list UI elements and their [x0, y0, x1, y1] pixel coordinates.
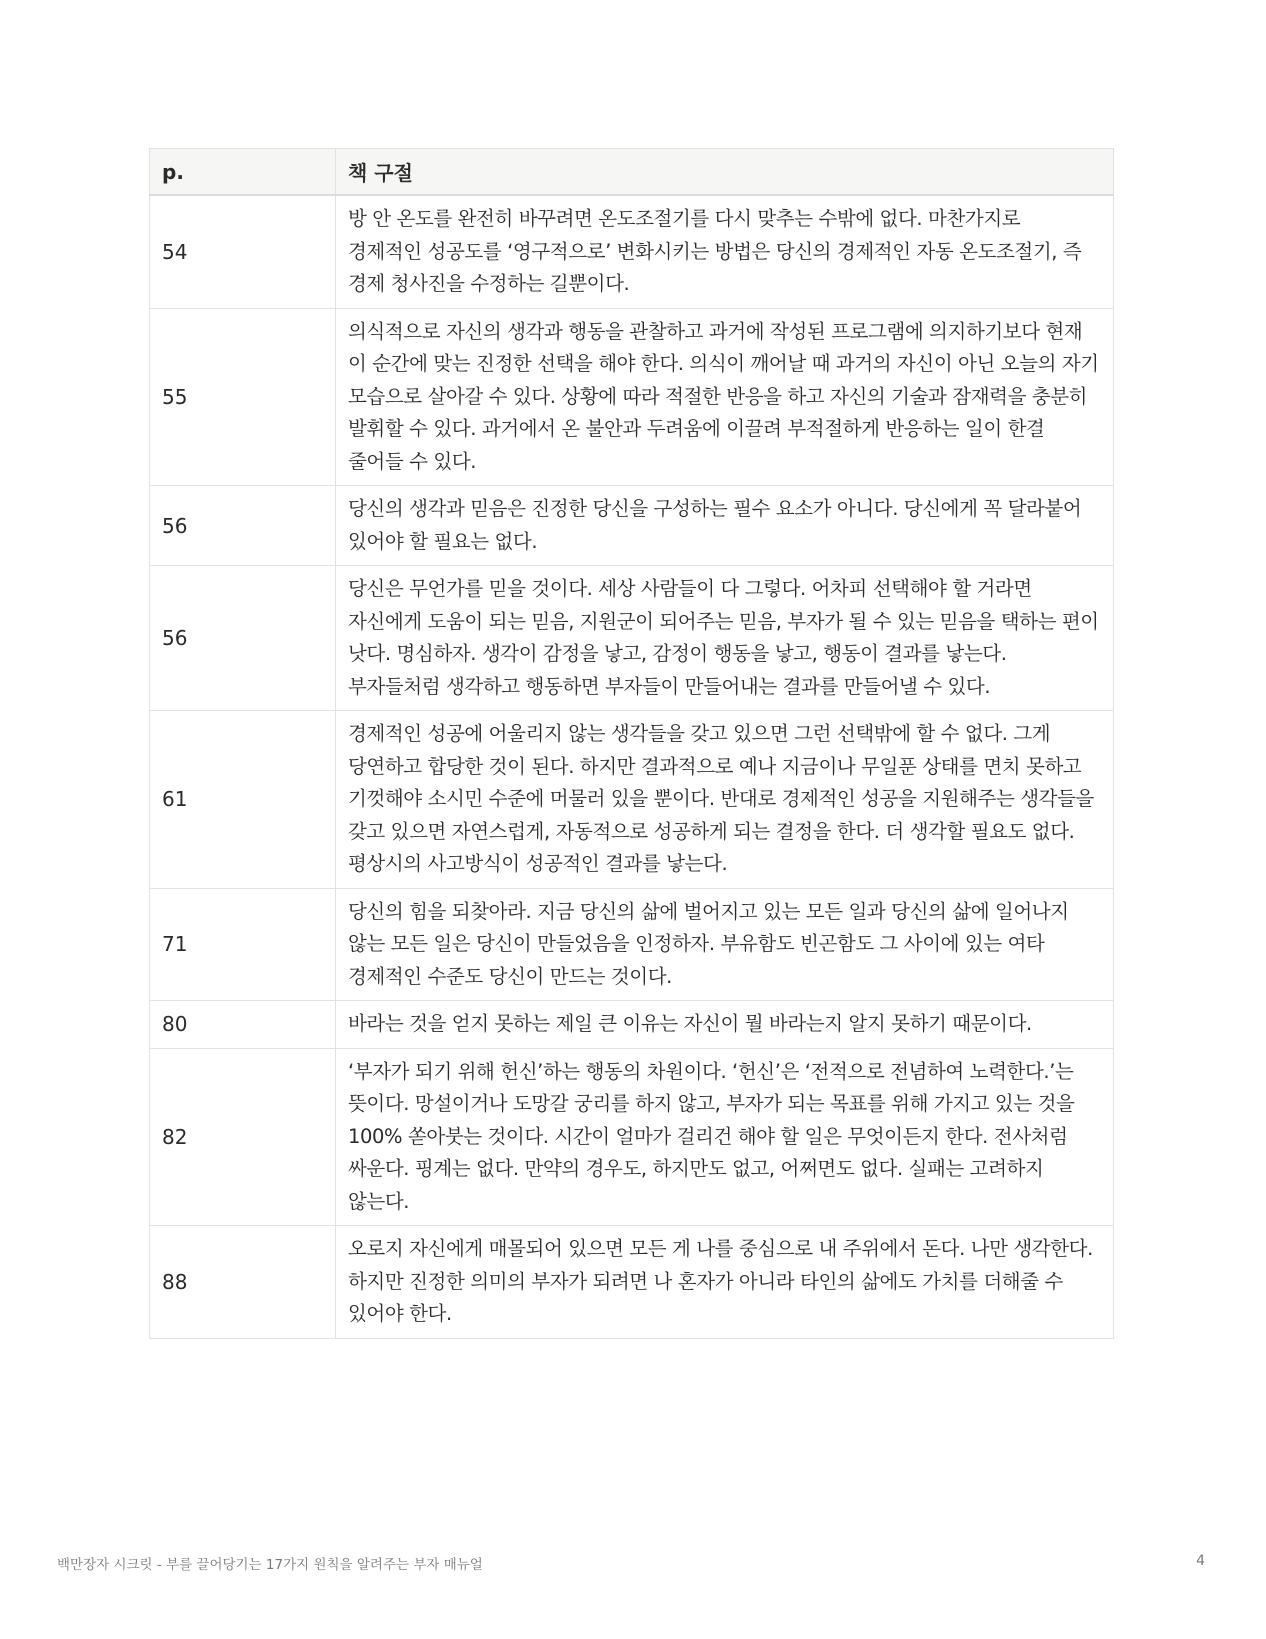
quote-table: [149, 148, 1114, 1339]
row-quote: 방 안 온도를 완전히 바꾸려면 온도조절기를 다시 맞추는 수밖에 없다. 마찬가지로 경제적인 성공도를 ‘영구적으로’ 변화시키는 방법은 당신의 경제적인 자동 온도조절기, 즉 경제 청사진을 수정하는 길뿐이다.: [336, 195, 1114, 308]
table-row: [150, 1226, 1114, 1339]
row-page: 56: [150, 486, 336, 566]
row-quote: 바라는 것을 얻지 못하는 제일 큰 이유는 자신이 뭘 바라는지 알지 못하기 때문이다.: [336, 1001, 1114, 1049]
row-page: 82: [150, 1048, 336, 1226]
row-page: 61: [150, 711, 336, 889]
header-quote: 책 구절: [336, 149, 1114, 196]
row-page: 88: [150, 1226, 336, 1339]
row-quote: 의식적으로 자신의 생각과 행동을 관찰하고 과거에 작성된 프로그램에 의지하기보다 현재 이 순간에 맞는 진정한 선택을 해야 한다. 의식이 깨어날 때 과거의 자신이 아닌 오늘의 자기 모습으로 살아갈 수 있다. 상황에 따라 적절한 반응을 하고 자신의 기술과 잠재력을 충분히 발휘할 수 있다. 과거에서 온 불안과 두려움에 이끌려 부적절하게 반응하는 일이 한결 줄어들 수 있다.: [336, 308, 1114, 486]
row-page: 71: [150, 888, 336, 1001]
row-quote: 경제적인 성공에 어울리지 않는 생각들을 갖고 있으면 그런 선택밖에 할 수 없다. 그게 당연하고 합당한 것이 된다. 하지만 결과적으로 예나 지금이나 무일푼 상태를 면치 못하고 기껏해야 소시민 수준에 머물러 있을 뿐이다. 반대로 경제적인 성공을 지원해주는 생각들을 갖고 있으면 자연스럽게, 자동적으로 성공하게 되는 결정을 한다. 더 생각할 필요도 없다. 평상시의 사고방식이 성공적인 결과를 낳는다.: [336, 711, 1114, 889]
row-quote: 오로지 자신에게 매몰되어 있으면 모든 게 나를 중심으로 내 주위에서 돈다. 나만 생각한다. 하지만 진정한 의미의 부자가 되려면 나 혼자가 아니라 타인의 삶에도 가치를 더해줄 수 있어야 한다.: [336, 1226, 1114, 1339]
footer-book-title: 백만장자 시크릿 - 부를 끌어당기는 17가지 원칙을 알려주는 부자 매뉴얼: [57, 1557, 483, 1573]
table-row: [150, 1048, 1114, 1226]
row-quote: 당신의 생각과 믿음은 진정한 당신을 구성하는 필수 요소가 아니다. 당신에게 꼭 달라붙어 있어야 할 필요는 없다.: [336, 486, 1114, 566]
table-header-row: [150, 149, 1114, 196]
header-page: p.: [150, 149, 336, 196]
row-page: 54: [150, 195, 336, 308]
table-row: [150, 308, 1114, 486]
row-page: 56: [150, 566, 336, 711]
row-quote: ‘부자가 되기 위해 헌신’하는 행동의 차원이다. ‘헌신’은 ‘전적으로 전념하여 노력한다.’는 뜻이다. 망설이거나 도망갈 궁리를 하지 않고, 부자가 되는 목표를 위해 가지고 있는 것을 100% 쏟아붓는 것이다. 시간이 얼마가 걸리건 해야 할 일은 무엇이든지 한다. 전사처럼 싸운다. 핑계는 없다. 만약의 경우도, 하지만도 없고, 어쩌면도 없다. 실패는 고려하지 않는다.: [336, 1048, 1114, 1226]
row-quote: 당신은 무언가를 믿을 것이다. 세상 사람들이 다 그렇다. 어차피 선택해야 할 거라면 자신에게 도움이 되는 믿음, 지원군이 되어주는 믿음, 부자가 될 수 있는 믿음을 택하는 편이 낫다. 명심하자. 생각이 감정을 낳고, 감정이 행동을 낳고, 행동이 결과를 낳는다. 부자들처럼 생각하고 행동하면 부자들이 만들어내는 결과를 만들어낼 수 있다.: [336, 566, 1114, 711]
table-row: [150, 566, 1114, 711]
table-row: [150, 486, 1114, 566]
table-row: [150, 888, 1114, 1001]
table-row: [150, 711, 1114, 889]
row-page: 80: [150, 1001, 336, 1049]
table-row: [150, 1001, 1114, 1049]
footer-page-number: 4: [1196, 1553, 1205, 1569]
table-row: [150, 195, 1114, 308]
row-quote: 당신의 힘을 되찾아라. 지금 당신의 삶에 벌어지고 있는 모든 일과 당신의 삶에 일어나지 않는 모든 일은 당신이 만들었음을 인정하자. 부유함도 빈곤함도 그 사이에 있는 여타 경제적인 수준도 당신이 만드는 것이다.: [336, 888, 1114, 1001]
row-page: 55: [150, 308, 336, 486]
